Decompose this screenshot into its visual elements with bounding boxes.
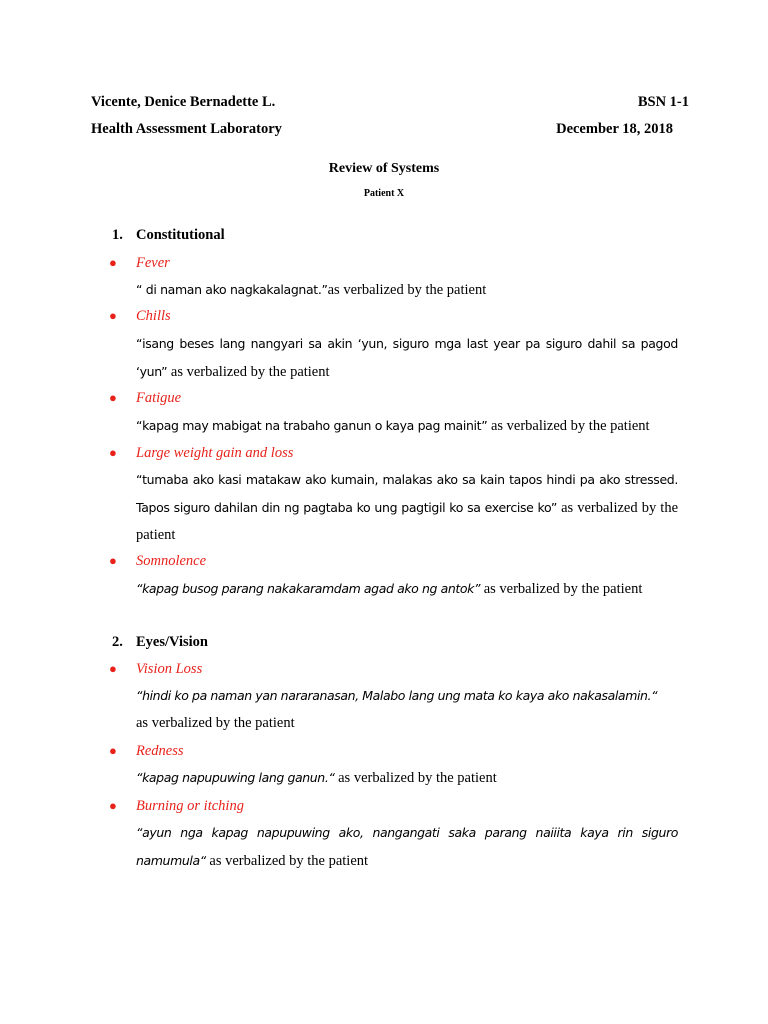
- symptom-fever: [109, 255, 170, 272]
- quote-attribution: as verbalized by the patient: [334, 770, 497, 786]
- course-name: Health Assessment Laboratory: [91, 121, 282, 137]
- patient-quote: [136, 330, 678, 386]
- quote-text: “hindi ko pa naman yan nararanasan, Malabo lang ung mata ko kaya ako nakasalamin.“: [136, 688, 658, 703]
- quote-text: “kapag busog parang nakakaramdam agad ako ng antok”: [136, 581, 481, 596]
- symptom-redness: [109, 743, 184, 760]
- symptom-label: Redness: [136, 743, 184, 759]
- patient-quote: [136, 819, 678, 875]
- bullet-icon: ●: [109, 308, 117, 323]
- document-date: December 18, 2018: [556, 121, 673, 137]
- page-subtitle: Patient X: [363, 188, 405, 199]
- section-heading-constitutional: [112, 227, 225, 244]
- quote-text: “kapag may mabigat na trabaho ganun o kaya pag mainit”: [136, 418, 488, 433]
- bullet-icon: ●: [109, 390, 117, 405]
- symptom-label: Somnolence: [136, 553, 207, 569]
- student-name: Vicente, Denice Bernadette L.: [91, 94, 276, 110]
- section-number: 1.: [112, 227, 123, 243]
- bullet-icon: ●: [109, 743, 117, 758]
- section-title: Constitutional: [136, 227, 225, 243]
- symptom-vision-loss: [109, 661, 202, 678]
- patient-quote: [136, 764, 678, 792]
- header-row-2: [91, 121, 673, 138]
- quote-text: “tumaba ako kasi matakaw ako kumain, malakas ako sa kain tapos hindi pa ako stressed. Tapos siguro dahilan din ng pagtaba ko ung pagtigil ko sa exercise ko”: [136, 472, 678, 515]
- section-title: Eyes/Vision: [136, 634, 208, 650]
- patient-quote: [136, 276, 678, 304]
- quote-text: “isang beses lang nangyari sa akin ‘yun, siguro mga last year pa siguro dahil sa pagod ‘yun”: [136, 336, 678, 379]
- section-number: 2.: [112, 634, 123, 650]
- patient-quote: [136, 682, 678, 737]
- bullet-icon: ●: [109, 553, 117, 568]
- symptom-label: Fever: [136, 255, 170, 271]
- symptom-label: Burning or itching: [136, 798, 244, 814]
- bullet-icon: ●: [109, 445, 117, 460]
- symptom-chills: [109, 308, 171, 325]
- quote-text: “ayun nga kapag napupuwing ako, nangangati saka parang naiiita kaya rin siguro namumula“: [136, 825, 678, 868]
- page-title: Review of Systems: [328, 161, 440, 176]
- symptom-label: Chills: [136, 308, 171, 324]
- symptom-fatigue: [109, 390, 181, 407]
- symptom-label: Large weight gain and loss: [136, 445, 294, 461]
- section-heading-eyes-vision: [112, 634, 208, 651]
- student-section: BSN 1-1: [637, 94, 689, 110]
- quote-text: “kapag napupuwing lang ganun.“: [136, 770, 335, 785]
- quote-attribution: as verbalized by the patient: [480, 581, 643, 597]
- symptom-weight-change: [109, 445, 293, 462]
- patient-quote: [136, 412, 678, 440]
- quote-text: “ di naman ako nagkakalagnat.”: [136, 282, 328, 297]
- symptom-burning-itching: [109, 798, 244, 815]
- symptom-label: Vision Loss: [136, 661, 203, 677]
- symptom-somnolence: [109, 553, 206, 570]
- quote-attribution: as verbalized by the patient: [487, 418, 650, 434]
- quote-attribution: as verbalized by the patient: [136, 500, 678, 543]
- quote-attribution: as verbalized by the patient: [205, 853, 369, 869]
- patient-quote: [136, 466, 678, 549]
- bullet-icon: ●: [109, 661, 117, 676]
- quote-attribution: as verbalized by the patient: [136, 715, 295, 731]
- patient-quote: [136, 575, 678, 603]
- header-row-1: [91, 94, 689, 111]
- quote-attribution: as verbalized by the patient: [167, 364, 330, 380]
- bullet-icon: ●: [109, 255, 117, 270]
- bullet-icon: ●: [109, 798, 117, 813]
- quote-attribution: as verbalized by the patient: [327, 282, 487, 298]
- symptom-label: Fatigue: [136, 390, 182, 406]
